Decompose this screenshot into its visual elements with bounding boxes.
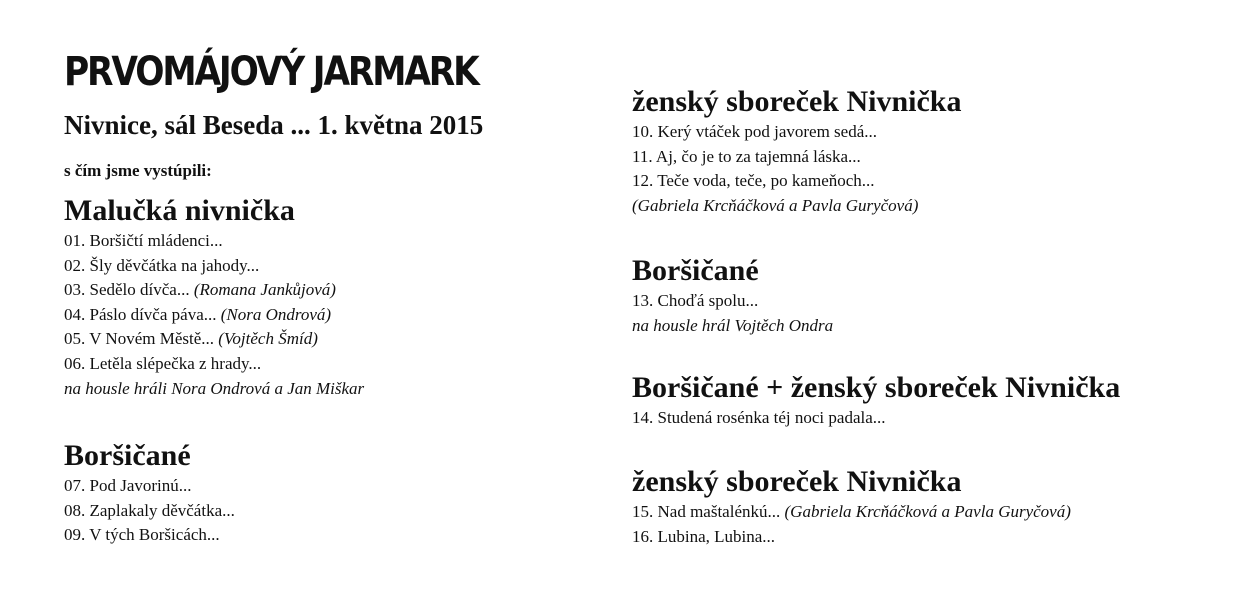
song-item bbox=[64, 523, 235, 548]
song-title: 14. Studená rosénka téj noci padala... bbox=[632, 408, 886, 427]
song-item bbox=[64, 327, 364, 352]
song-performer: (Gabriela Krcňáčková a Pavla Guryčová) bbox=[784, 502, 1071, 521]
song-item bbox=[632, 525, 1071, 550]
song-item bbox=[64, 229, 364, 254]
song-item bbox=[64, 278, 364, 303]
section-heading: ženský sboreček Nivnička bbox=[632, 85, 962, 118]
song-title: 07. Pod Javorinú... bbox=[64, 476, 192, 495]
song-list bbox=[632, 406, 1120, 431]
section-note: (Gabriela Krcňáčková a Pavla Guryčová) bbox=[632, 195, 919, 215]
section-heading: Boršičané bbox=[64, 439, 191, 472]
event-subtitle: Nivnice, sál Beseda ... 1. května 2015 bbox=[64, 110, 484, 140]
song-title: 04. Páslo dívča páva... bbox=[64, 304, 217, 324]
song-list bbox=[64, 229, 364, 377]
song-performer: (Nora Ondrová) bbox=[220, 304, 332, 324]
section-borsicane bbox=[632, 253, 833, 338]
song-title: 16. Lubina, Lubina... bbox=[632, 526, 776, 546]
song-title: 08. Zaplakaly děvčátka... bbox=[64, 500, 235, 520]
song-item bbox=[64, 254, 364, 279]
song-list bbox=[632, 500, 1071, 549]
song-title: 12. Teče voda, teče, po kameňoch... bbox=[632, 171, 875, 191]
song-list bbox=[64, 474, 235, 548]
song-item bbox=[632, 120, 961, 145]
page-title: PRVOMÁJOVÝ JARMARK bbox=[64, 49, 478, 95]
section-note: na housle hráli Nora Ondrová a Jan Miškar bbox=[64, 378, 365, 398]
song-item bbox=[632, 289, 833, 314]
section-zensky-sborecek bbox=[632, 464, 1071, 549]
song-item bbox=[632, 500, 1071, 525]
song-list bbox=[632, 120, 961, 194]
song-title: 02. Šly děvčátka na jahody... bbox=[64, 255, 260, 275]
song-item bbox=[632, 169, 961, 194]
section-zensky-sborecek bbox=[632, 84, 961, 218]
song-item bbox=[632, 145, 961, 170]
song-title: 09. V tých Boršicách... bbox=[64, 525, 220, 545]
song-item bbox=[632, 406, 1120, 431]
intro-text: s čím jsme vystúpili: bbox=[64, 161, 212, 180]
song-title: 13. Choďá spolu... bbox=[632, 291, 759, 310]
section-heading: Boršičané + ženský sboreček Nivnička bbox=[632, 371, 1121, 404]
section-heading: ženský sboreček Nivnička bbox=[632, 465, 962, 498]
section-borsicane-and-sborecek bbox=[632, 370, 1120, 431]
song-item bbox=[64, 474, 235, 499]
song-performer: (Vojtěch Šmíd) bbox=[218, 329, 318, 349]
song-list bbox=[632, 289, 833, 314]
song-title: 03. Sedělo dívča... bbox=[64, 280, 190, 300]
song-title: 06. Letěla slépečka z hrady... bbox=[64, 353, 262, 373]
song-title: 10. Kerý vtáček pod javorem sedá... bbox=[632, 122, 877, 141]
song-item bbox=[64, 499, 235, 524]
section-malucka-nivnicka bbox=[64, 193, 364, 401]
section-note: na housle hrál Vojtěch Ondra bbox=[632, 315, 834, 335]
song-item bbox=[64, 352, 364, 377]
section-heading: Boršičané bbox=[632, 254, 759, 287]
song-title: 15. Nad maštalénkú... bbox=[632, 502, 781, 521]
song-item bbox=[64, 303, 364, 328]
section-heading: Malučká nivnička bbox=[64, 194, 295, 227]
song-performer: (Romana Jankůjová) bbox=[193, 280, 336, 300]
song-title: 11. Aj, čo je to za tajemná láska... bbox=[632, 146, 861, 166]
section-borsicane bbox=[64, 438, 235, 548]
song-title: 01. Boršičtí mládenci... bbox=[64, 231, 223, 250]
song-title: 05. V Novém Městě... bbox=[64, 329, 215, 349]
